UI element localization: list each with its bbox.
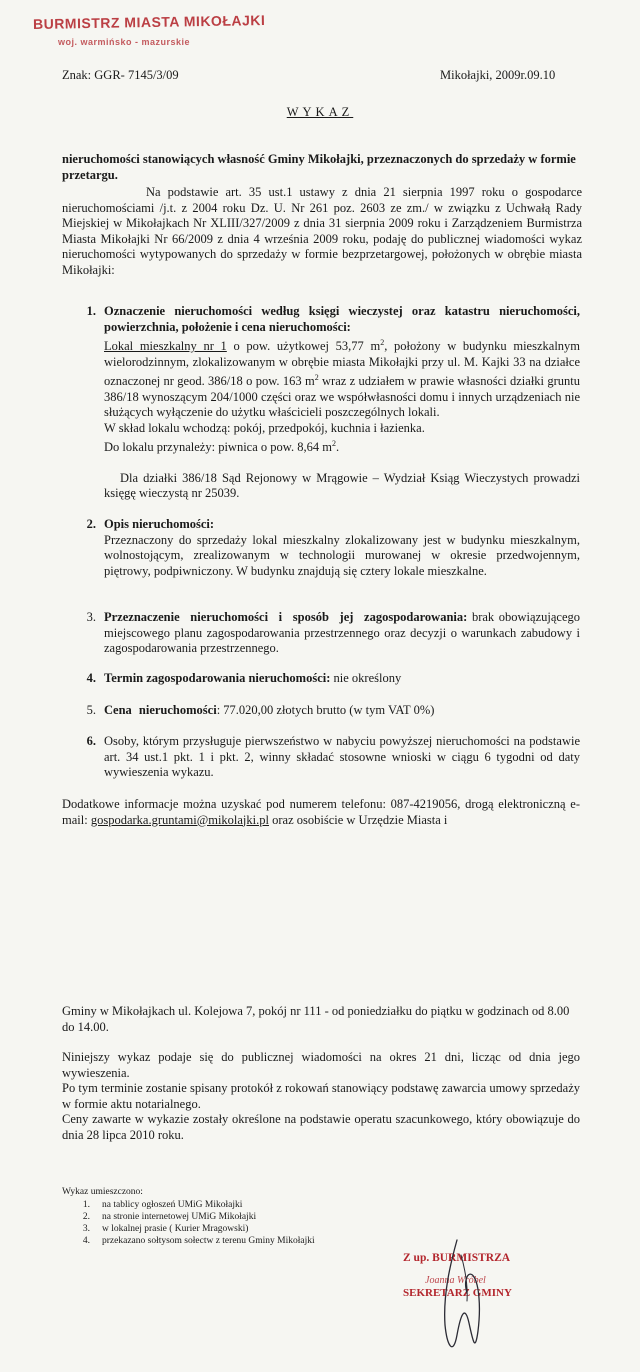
posted-list-item: 4. przekazano sołtysom sołectw z terenu Gminy Mikołajki: [82, 1236, 315, 1246]
section-3-heading: Przeznaczenie nieruchomości i sposób jej zagospodarowania:: [104, 610, 468, 624]
posted-list: [62, 1199, 382, 1247]
section-3-number: 3.: [86, 610, 96, 624]
section-1-heading: Oznaczenie nieruchomości według księgi wieczystej oraz katastru nieruchomości, powierzchnia, położenie i cena nieruchomości:: [104, 304, 580, 334]
handwritten-signature: [395, 1235, 535, 1365]
section-1: [104, 304, 580, 502]
section-2-body: Przeznaczony do sprzedaży lokal mieszkalny zlokalizowany jest w budynku mieszkalnym, wolnostojącym, zrealizowanym w technologii murowanej w okresie przedwojennym, piętrowy, podpiwniczony. W budynku znajdują się cztery lokale mieszkalne.: [104, 532, 580, 578]
section-4-body: nie określony: [330, 671, 402, 685]
place-and-date: Mikołajki, 2009r.09.10: [440, 68, 556, 82]
signature-stamp-name: Joanna Wróbel: [425, 1275, 486, 1286]
section-6: Osoby, którym przysługuje pierwszeństwo w nabyciu powyższej nieruchomości na podstawie art. 34 ust.1 pkt. 1 i pkt. 2, winny składać stosowne wnioski w ciągu 6 tygodni od daty wywieszenia wykazu.: [104, 734, 580, 779]
section-4-number: 4.: [86, 671, 96, 685]
document-subtitle: nieruchomości stanowiących własność Gminy Mikołajki, przeznaczonych do sprzedaży w formie przetargu.: [62, 152, 576, 182]
section-5-body: : 77.020,00 złotych brutto (w tym VAT 0%): [216, 703, 435, 717]
closing-publication-period: Niniejszy wykaz podaje się do publicznej wiadomości na okres 21 dni, licząc od dnia jego wywieszenia.: [62, 1050, 580, 1080]
closing-price-basis: Ceny zawarte w wykazie zostały określone na podstawie operatu szacunkowego, który obowiązuje do dnia 28 lipca 2010 roku.: [62, 1112, 580, 1142]
section-6-number: 6.: [86, 734, 96, 748]
section-2-number: 2.: [86, 517, 96, 531]
email-link[interactable]: gospodarka.gruntami@mikolajki.pl: [90, 812, 269, 827]
office-stamp-region: woj. warmińsko - mazurskie: [58, 37, 191, 47]
posted-list-item: 2. na stronie internetowej UMiG Mikołajki: [82, 1212, 257, 1222]
contact-info: Dodatkowe informacje można uzyskać pod numerem telefonu: 087-4219056, drogą elektroniczną e-mail: gospodarka.gruntami@mikolajki.pl oraz osobiście w Urzędzie Miasta i: [62, 797, 580, 827]
section-1-cellar: Do lokalu przynależy: piwnica o pow. 8,64 $m^2$.: [104, 439, 340, 455]
section-5-heading: Cena nieruchomości: [104, 703, 217, 717]
section-1-rooms: W skład lokalu wchodzą: pokój, przedpokój, kuchnia i łazienka.: [104, 420, 425, 435]
section-4: [104, 671, 580, 687]
signature-stamp-authority: Z up. BURMISTRZA: [403, 1252, 511, 1264]
section-3-body: brak obowiązującego miejscowego planu zagospodarowania przestrzennego oraz decyzji o warunkach zabudowy i zagospodarowania przestrzennego.: [104, 610, 580, 655]
contact-info-continued: Gminy w Mikołajkach ul. Kolejowa 7, pokój nr 111 - od poniedziałku do piątku w godzinach od 8.00 do 14.00.: [62, 1004, 570, 1034]
signature-stamp-title: SEKRETARZ GMINY: [403, 1287, 512, 1299]
section-1-description: Lokal mieszkalny nr 1 o pow. użytkowej 53,77 $m^2$, położony w budynku mieszkalnym wielorodzinnym, zlokalizowanym w obrębie miasta Mikołajki przy ul. M. Kajki 33 na działce oznaczonej nr geod. 386/18 o pow. 163 $m^2$ wraz z udziałem w prawie własności działki gruntu 386/18 wynoszącym 204/1000 części oraz we współwłasności domu i innych urządzeniach nie służących wyłączenie do użytku właścicieli poszczególnych lokali.: [104, 338, 581, 420]
section-5: [104, 703, 580, 719]
section-2-heading: Opis nieruchomości:: [104, 517, 215, 531]
document-title: WYKAZ: [286, 105, 354, 119]
section-2: [104, 517, 580, 579]
intro-paragraph: Na podstawie art. 35 ust.1 ustawy z dnia 21 sierpnia 1997 roku o gospodarce nieruchomościami /j.t. z 2004 roku Dz. U. Nr 261 poz. 2603 ze zm./ w związku z Uchwałą Rady Miejskiej w Mikołajkach Nr XLIII/327/2009 z dnia 31 sierpnia 2009 roku i Zarządzeniem Burmistrza Miasta Mikołajki Nr 66/2009 z dnia 4 września 2009 roku, podaję do publicznej wiadomości wykaz nieruchomości wytypowanych do sprzedaży w formie bezprzetargowej, położonych w obrębie miasta Mikołajki:: [62, 185, 582, 277]
section-5-number: 5.: [86, 703, 96, 717]
section-1-land-register: Dla działki 386/18 Sąd Rejonowy w Mrągowie – Wydział Ksiąg Wieczystych prowadzi księgę wieczystą nr 25039.: [104, 470, 580, 501]
office-stamp-title: BURMISTRZ MIASTA MIKOŁAJKI: [32, 11, 266, 33]
closing-protocol: Po tym terminie zostanie spisany protokół z rokowań stanowiący podstawę zawarcia umowy sprzedaży w formie aktu notarialnego.: [62, 1081, 580, 1111]
posted-list-title: Wykaz umieszczono:: [62, 1187, 143, 1197]
posted-list-item: 1. na tablicy ogłoszeń UMiG Mikołajki: [82, 1200, 243, 1210]
closing-notes: [62, 1050, 580, 1143]
posted-list-item: 3. w lokalnej prasie ( Kurier Mragowski): [82, 1224, 249, 1234]
section-4-heading: Termin zagospodarowania nieruchomości:: [104, 671, 331, 685]
reference-number: Znak: GGR- 7145/3/09: [62, 68, 179, 82]
section-3: [104, 610, 580, 657]
section-1-number: 1.: [86, 304, 96, 318]
